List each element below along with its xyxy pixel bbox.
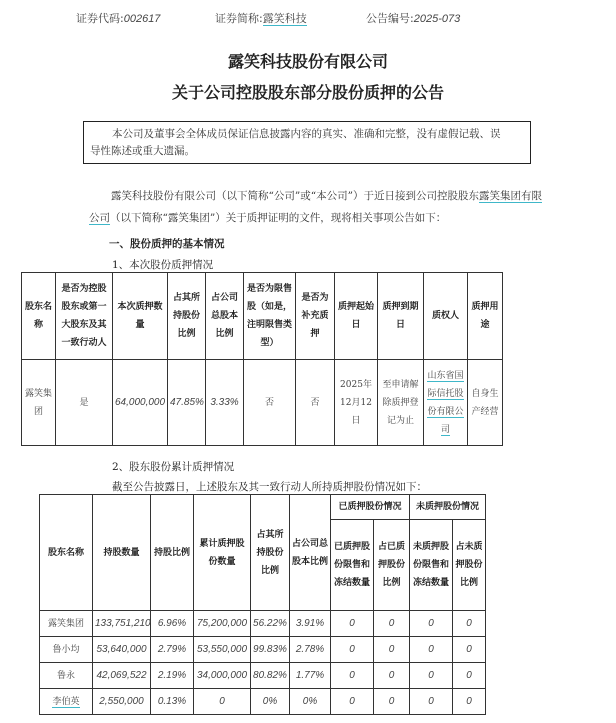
col-header: 占公司总股本比例 — [206, 273, 244, 360]
pct-of-total: 3.91% — [290, 611, 331, 637]
stock-code — [76, 10, 160, 26]
is-restricted: 否 — [244, 360, 296, 446]
shareholder-name: 露笑集团 — [22, 360, 56, 446]
pledge-purpose: 自身生产经营 — [468, 360, 503, 446]
col-header: 已质押股份限售和冻结数量 — [331, 520, 374, 611]
pledgee-name[interactable]: 山东省国际信托股份有限公司 — [427, 370, 464, 435]
holding-ratio: 6.96% — [151, 611, 194, 637]
subsection-current-pledge: 1、本次股份质押情况 — [112, 259, 214, 271]
pct-of-total: 2.78% — [290, 637, 331, 663]
pct-of-total: 1.77% — [290, 663, 331, 689]
holding-ratio: 0.13% — [151, 689, 194, 715]
col-header: 未质押股份限售和冻结数量 — [410, 520, 453, 611]
col-header: 持股比例 — [151, 495, 194, 611]
shareholder-name: 露笑集团 — [40, 611, 93, 637]
section-heading-basic: 一、股份质押的基本情况 — [109, 238, 225, 250]
table-row — [40, 689, 486, 715]
unpledged-restricted: 0 — [410, 663, 453, 689]
pledged-restricted: 0 — [331, 637, 374, 663]
col-header: 质押用途 — [468, 273, 503, 360]
cumulative-pledge: 75,200,000 — [194, 611, 251, 637]
pledged-pct: 0 — [374, 663, 410, 689]
cumulative-pledge: 0 — [194, 689, 251, 715]
intro-text-2: （以下简称“露笑集团”）关于质押证明的文件，现将相关事项公告如下： — [110, 212, 447, 224]
unpledged-pct: 0 — [453, 689, 486, 715]
notice-number-value: 2025-073 — [413, 13, 461, 25]
holding-ratio: 2.79% — [151, 637, 194, 663]
pct-of-holdings: 99.83% — [251, 637, 290, 663]
disclaimer-box — [83, 121, 531, 164]
pledged-pct: 0 — [374, 611, 410, 637]
table-header-row — [40, 495, 486, 520]
cumulative-pledge: 53,550,000 — [194, 637, 251, 663]
col-header: 本次质押数量 — [113, 273, 168, 360]
holding-ratio: 2.19% — [151, 663, 194, 689]
col-header: 累计质押股份数量 — [194, 495, 251, 611]
shares-held: 42,069,522 — [93, 663, 151, 689]
pledge-quantity: 64,000,000 — [113, 360, 168, 446]
intro-paragraph — [89, 185, 549, 229]
unpledged-restricted: 0 — [410, 611, 453, 637]
stock-abbr-link[interactable]: 露笑科技 — [262, 12, 307, 25]
table-row — [22, 360, 503, 446]
unpledged-restricted: 0 — [410, 637, 453, 663]
shares-held: 2,550,000 — [93, 689, 151, 715]
col-header: 质押到期日 — [378, 273, 424, 360]
is-controlling: 是 — [56, 360, 113, 446]
col-header: 股东名称 — [22, 273, 56, 360]
pct-of-holdings: 80.82% — [251, 663, 290, 689]
col-header: 占其所持股份比例 — [251, 495, 290, 611]
col-header: 质押起始日 — [335, 273, 378, 360]
pledgee-link[interactable] — [424, 360, 468, 446]
col-header: 占公司总股本比例 — [290, 495, 331, 611]
pledged-pct: 0 — [374, 689, 410, 715]
controlling-shareholder-link[interactable]: 露笑集团有限公司 — [89, 190, 542, 224]
col-header: 是否为限售股（如是，注明限售类型） — [244, 273, 296, 360]
cumulative-pledge: 34,000,000 — [194, 663, 251, 689]
col-header: 占其所持股份比例 — [168, 273, 206, 360]
pledge-end-date: 至申请解除质押登记为止 — [378, 360, 424, 446]
cumulative-pledge-description: 截至公告披露日，上述股东及其一致行动人所持质押股份情况如下： — [112, 481, 427, 493]
pct-of-total: 3.33% — [206, 360, 244, 446]
pct-of-holdings: 0% — [251, 689, 290, 715]
unpledged-pct: 0 — [453, 637, 486, 663]
col-group-header: 已质押股份情况 — [331, 495, 410, 520]
stock-abbr-label: 证券简称: — [215, 12, 263, 25]
pledge-start-date: 2025年12月12日 — [335, 360, 378, 446]
cumulative-pledge-table — [39, 494, 486, 715]
col-header: 是否为控股股东或第一大股东及其一致行动人 — [56, 273, 113, 360]
disclaimer-line-2: 导性陈述或重大遗漏。 — [90, 145, 195, 157]
notice-number — [366, 10, 460, 26]
unpledged-pct: 0 — [453, 663, 486, 689]
pct-of-holdings: 47.85% — [168, 360, 206, 446]
company-title: 露笑科技股份有限公司 — [227, 52, 388, 71]
shareholder-name: 鲁永 — [40, 663, 93, 689]
stock-abbr — [215, 10, 307, 26]
stock-code-value: 002617 — [123, 13, 161, 25]
shareholder-name[interactable]: 李伯英 — [52, 696, 80, 707]
pledged-restricted: 0 — [331, 611, 374, 637]
shareholder-name: 鲁小均 — [40, 637, 93, 663]
shares-held: 53,640,000 — [93, 637, 151, 663]
shareholder-name-link[interactable] — [40, 689, 93, 715]
is-supplementary: 否 — [296, 360, 335, 446]
unpledged-restricted: 0 — [410, 689, 453, 715]
col-header: 占未质押股份比例 — [453, 520, 486, 611]
stock-code-label: 证券代码: — [76, 12, 124, 25]
unpledged-pct: 0 — [453, 611, 486, 637]
pct-of-holdings: 56.22% — [251, 611, 290, 637]
col-header: 股东名称 — [40, 495, 93, 611]
col-header: 占已质押股份比例 — [374, 520, 410, 611]
disclaimer-line-1: 本公司及董事会全体成员保证信息披露内容的真实、准确和完整，没有虚假记载、误 — [112, 128, 501, 140]
subsection-cumulative-pledge: 2、股东股份累计质押情况 — [112, 461, 235, 473]
notice-number-label: 公告编号: — [366, 12, 414, 25]
shares-held: 133,751,210 — [93, 611, 151, 637]
table-header-row — [22, 273, 503, 360]
pledged-restricted: 0 — [331, 689, 374, 715]
pledged-restricted: 0 — [331, 663, 374, 689]
pledged-pct: 0 — [374, 637, 410, 663]
col-header: 质权人 — [424, 273, 468, 360]
intro-text-1: 露笑科技股份有限公司（以下简称“公司”或“本公司”）于近日接到公司控股股东 — [111, 190, 479, 202]
table-row — [40, 637, 486, 663]
col-header: 持股数量 — [93, 495, 151, 611]
announcement-title: 关于公司控股股东部分股份质押的公告 — [171, 83, 444, 102]
table-row — [40, 663, 486, 689]
current-pledge-table — [21, 272, 503, 446]
table-row — [40, 611, 486, 637]
col-header: 是否为补充质押 — [296, 273, 335, 360]
pct-of-total: 0% — [290, 689, 331, 715]
col-group-header: 未质押股份情况 — [410, 495, 486, 520]
